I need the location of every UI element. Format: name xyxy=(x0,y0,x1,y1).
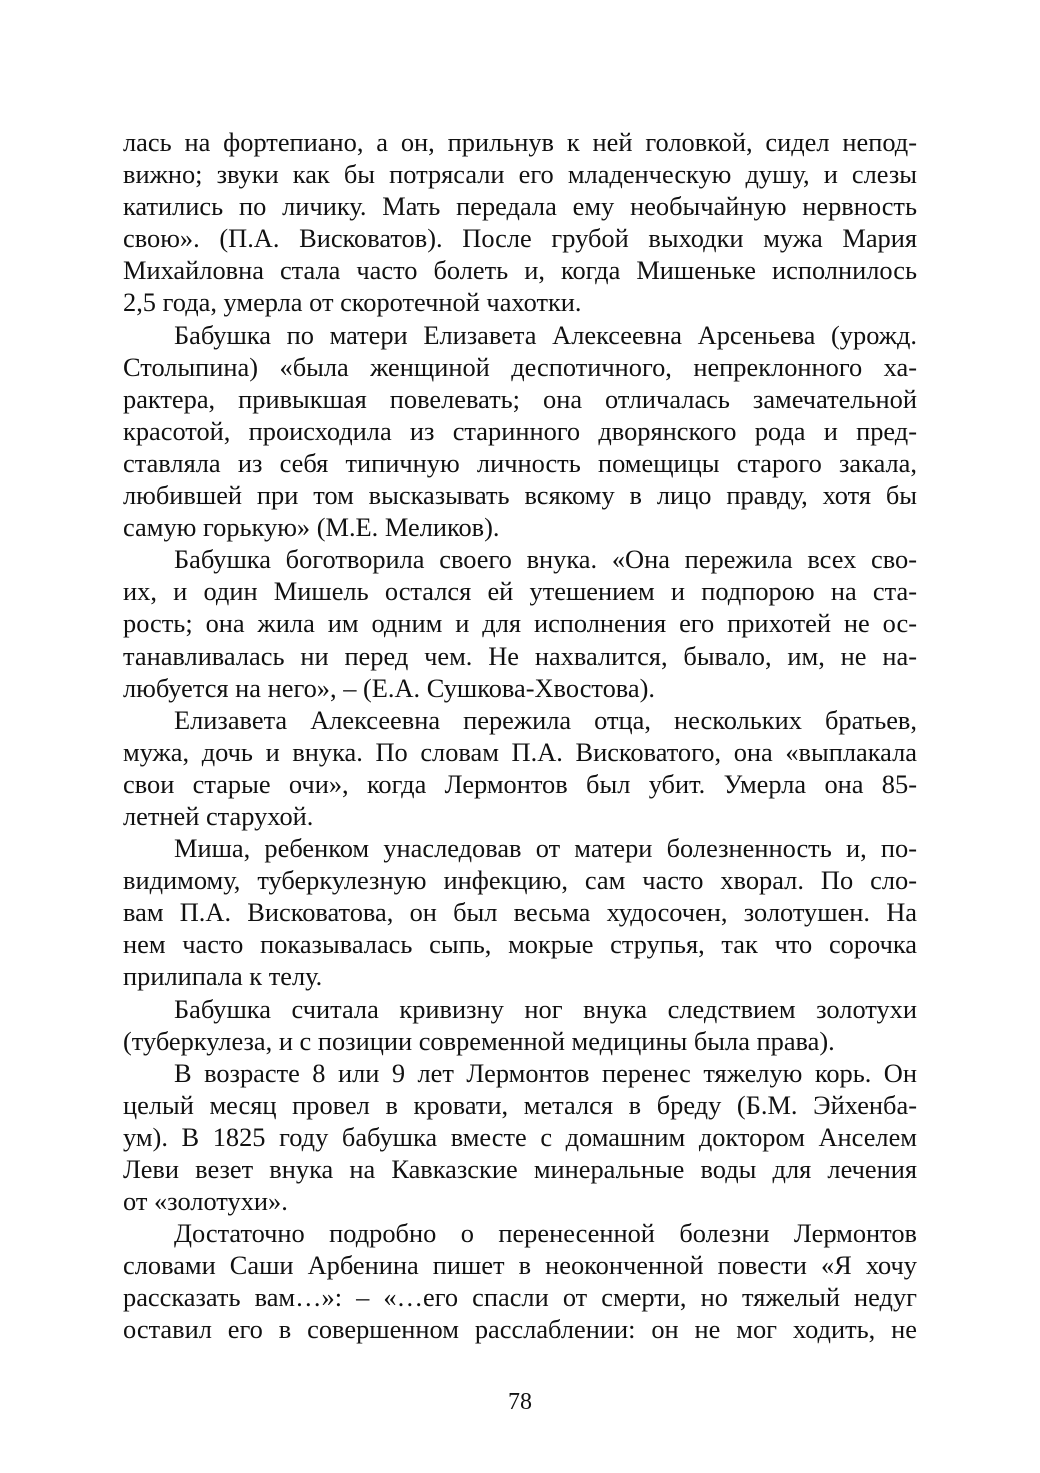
paragraph xyxy=(123,993,917,1057)
paragraph xyxy=(123,1057,917,1217)
paragraph xyxy=(123,319,917,544)
text-line: красотой, происходила из старинного дворянского рода и пред- xyxy=(123,415,917,446)
text-line: Леви везет внука на Кавказские минеральные воды для лечения xyxy=(123,1154,917,1184)
text-line: видимому, туберкулезную инфекцию, сам часто хворал. По сло- xyxy=(123,865,917,896)
text-line: Елизавета Алексеевна пережила отца, нескольких братьев, xyxy=(174,704,917,735)
text-line: ставляла из себя типичную личность помещицы старого закала, xyxy=(123,447,917,478)
text-line: 2,5 года, умерла от скоротечной чахотки. xyxy=(123,287,582,318)
text-line: рость; она жила им одним и для исполнения его прихотей не ос- xyxy=(123,608,917,639)
text-line: Столыпина) «была женщиной деспотичного, непреклонного ха- xyxy=(123,351,917,382)
text-line: рассказать вам…»: – «…его спасли от смерти, но тяжелый недуг xyxy=(123,1282,917,1313)
text-line: свою». (П.А. Висковатов). После грубой выходки мужа Мария xyxy=(123,223,917,254)
text-line: Михайловна стала часто болеть и, когда Мишеньке исполнилось xyxy=(123,255,917,286)
text-line: Бабушка боготворила своего внука. «Она пережила всех сво- xyxy=(174,544,917,575)
text-line: прилипала к телу. xyxy=(123,961,323,992)
text-line: лась на фортепиано, а он, прильнув к ней головкой, сидел непод- xyxy=(123,127,917,157)
text-line: целый месяц провел в кровати, метался в бреду (Б.М. Эйхенба- xyxy=(123,1089,917,1120)
text-line: танавливалась ни перед чем. Не нахвалится, бывало, им, не на- xyxy=(123,640,917,671)
page-number: 78 xyxy=(508,1389,532,1415)
paragraph xyxy=(123,1217,917,1345)
text-line: вижно; звуки как бы потрясали его младенческую душу, и слезы xyxy=(123,159,917,190)
text-line: их, и один Мишель остался ей утешением и подпорою на ста- xyxy=(123,576,917,607)
text-line: В возрасте 8 или 9 лет Лермонтов перенес тяжелую корь. Он xyxy=(174,1057,917,1088)
text-line: оставил его в совершенном расслаблении: он не мог ходить, не xyxy=(123,1314,917,1345)
text-line: катились по личику. Мать передала ему необычайную нервность xyxy=(123,191,917,222)
text-line: Миша, ребенком унаследовав от матери болезненность и, по- xyxy=(174,833,917,864)
paragraph xyxy=(123,832,917,992)
text-line: Бабушка по матери Елизавета Алексеевна Арсеньева (урожд. xyxy=(174,319,917,350)
text-line: ум). В 1825 году бабушка вместе с домашним доктором Анселем xyxy=(123,1121,917,1152)
text-line: вам П.А. Висковатова, он был весьма худосочен, золотушен. На xyxy=(123,897,917,928)
text-line: нем часто показывалась сыпь, мокрые струпья, так что сорочка xyxy=(123,929,917,960)
text-line: самую горькую» (М.Е. Меликов). xyxy=(123,512,500,543)
text-line: от «золотухи». xyxy=(123,1186,288,1217)
text-line: свои старые очи», когда Лермонтов был убит. Умерла она 85- xyxy=(123,768,917,799)
body-text xyxy=(123,126,917,1346)
text-line: любуется на него», – (Е.А. Сушкова-Хвостова). xyxy=(123,672,655,703)
text-line: рактера, привыкшая повелевать; она отличалась замечательной xyxy=(123,383,917,414)
text-line: словами Саши Арбенина пишет в неоконченной повести «Я хочу xyxy=(123,1250,917,1281)
text-line: летней старухой. xyxy=(123,800,314,831)
text-line: Бабушка считала кривизну ног внука следствием золотухи xyxy=(174,993,917,1024)
text-line: (туберкулеза, и с позиции современной медицины была права). xyxy=(123,1025,835,1056)
paragraph xyxy=(123,126,917,319)
text-line: Достаточно подробно о перенесенной болезни Лермонтов xyxy=(174,1218,917,1249)
text-line: мужа, дочь и внука. По словам П.А. Висковатого, она «выплакала xyxy=(123,736,917,767)
text-line: любившей при том высказывать всякому в лицо правду, хотя бы xyxy=(123,480,917,511)
paragraph xyxy=(123,543,917,703)
paragraph xyxy=(123,704,917,832)
